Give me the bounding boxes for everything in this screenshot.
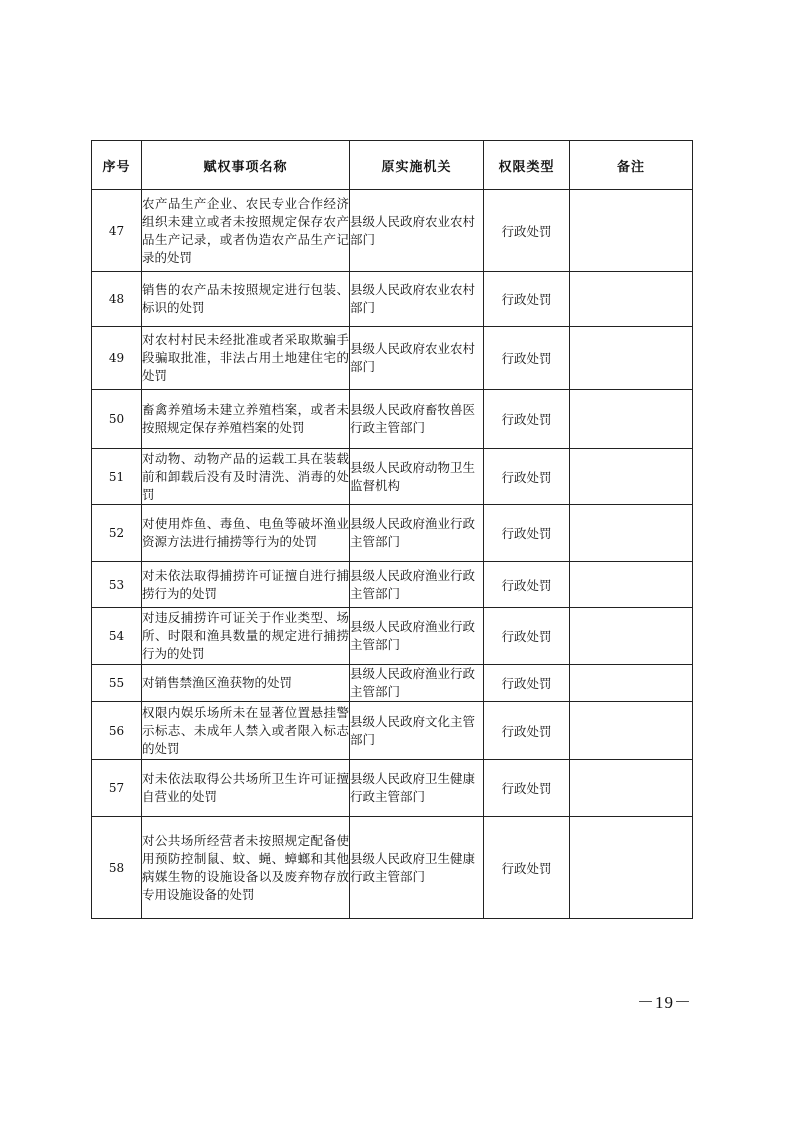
row-agency: 县级人民政府农业农村部门	[350, 272, 484, 327]
row-authority-type: 行政处罚	[484, 390, 570, 449]
row-agency: 县级人民政府畜牧兽医行政主管部门	[350, 390, 484, 449]
row-number: 49	[92, 327, 142, 390]
row-number: 52	[92, 505, 142, 562]
row-remarks	[570, 190, 693, 272]
row-authority-type: 行政处罚	[484, 505, 570, 562]
row-item-name: 对未依法取得捕捞许可证擅自进行捕捞行为的处罚	[142, 562, 350, 608]
row-number: 51	[92, 449, 142, 505]
row-remarks	[570, 272, 693, 327]
row-item-name: 对未依法取得公共场所卫生许可证擅自营业的处罚	[142, 760, 350, 817]
row-number: 54	[92, 608, 142, 665]
table-row	[92, 562, 693, 608]
row-agency: 县级人民政府文化主管部门	[350, 702, 484, 760]
row-authority-type: 行政处罚	[484, 665, 570, 702]
row-remarks	[570, 562, 693, 608]
row-agency: 县级人民政府卫生健康行政主管部门	[350, 760, 484, 817]
row-remarks	[570, 327, 693, 390]
table-row	[92, 665, 693, 702]
header-remarks: 备注	[570, 141, 693, 190]
row-number: 58	[92, 817, 142, 919]
row-agency: 县级人民政府渔业行政主管部门	[350, 608, 484, 665]
header-item-name: 赋权事项名称	[142, 141, 350, 190]
authority-table	[91, 140, 693, 919]
table-row	[92, 190, 693, 272]
row-authority-type: 行政处罚	[484, 272, 570, 327]
table-row	[92, 327, 693, 390]
row-item-name: 对违反捕捞许可证关于作业类型、场所、时限和渔具数量的规定进行捕捞行为的处罚	[142, 608, 350, 665]
row-remarks	[570, 665, 693, 702]
row-remarks	[570, 449, 693, 505]
row-authority-type: 行政处罚	[484, 817, 570, 919]
row-item-name: 销售的农产品未按照规定进行包装、标识的处罚	[142, 272, 350, 327]
row-item-name: 对使用炸鱼、毒鱼、电鱼等破坏渔业资源方法进行捕捞等行为的处罚	[142, 505, 350, 562]
table-header-row	[92, 141, 693, 190]
table-row	[92, 702, 693, 760]
row-agency: 县级人民政府渔业行政主管部门	[350, 665, 484, 702]
table-row	[92, 390, 693, 449]
row-number: 53	[92, 562, 142, 608]
table-row	[92, 449, 693, 505]
row-number: 55	[92, 665, 142, 702]
row-item-name: 对销售禁渔区渔获物的处罚	[142, 665, 350, 702]
row-authority-type: 行政处罚	[484, 562, 570, 608]
row-item-name: 畜禽养殖场未建立养殖档案，或者未按照规定保存养殖档案的处罚	[142, 390, 350, 449]
page-number: －19－	[637, 993, 692, 1012]
header-original-agency: 原实施机关	[350, 141, 484, 190]
row-authority-type: 行政处罚	[484, 190, 570, 272]
row-item-name: 农产品生产企业、农民专业合作经济组织未建立或者未按照规定保存农产品生产记录，或者伪造农产品生产记录的处罚	[142, 190, 350, 272]
row-agency: 县级人民政府渔业行政主管部门	[350, 562, 484, 608]
row-remarks	[570, 390, 693, 449]
row-remarks	[570, 608, 693, 665]
row-number: 47	[92, 190, 142, 272]
row-item-name: 对动物、动物产品的运载工具在装载前和卸载后没有及时清洗、消毒的处罚	[142, 449, 350, 505]
row-agency: 县级人民政府渔业行政主管部门	[350, 505, 484, 562]
header-serial-number: 序号	[92, 141, 142, 190]
row-remarks	[570, 817, 693, 919]
row-number: 50	[92, 390, 142, 449]
row-agency: 县级人民政府动物卫生监督机构	[350, 449, 484, 505]
row-item-name: 对农村村民未经批准或者采取欺骗手段骗取批准，非法占用土地建住宅的处罚	[142, 327, 350, 390]
row-authority-type: 行政处罚	[484, 702, 570, 760]
row-agency: 县级人民政府农业农村部门	[350, 190, 484, 272]
row-remarks	[570, 505, 693, 562]
table-row	[92, 817, 693, 919]
table-row	[92, 608, 693, 665]
header-authority-type: 权限类型	[484, 141, 570, 190]
table-row	[92, 272, 693, 327]
row-item-name: 权限内娱乐场所未在显著位置悬挂警示标志、未成年人禁入或者限入标志的处罚	[142, 702, 350, 760]
row-item-name: 对公共场所经营者未按照规定配备使用预防控制鼠、蚊、蝇、蟑螂和其他病媒生物的设施设备以及废弃物存放专用设施设备的处罚	[142, 817, 350, 919]
row-authority-type: 行政处罚	[484, 608, 570, 665]
row-number: 48	[92, 272, 142, 327]
row-agency: 县级人民政府卫生健康行政主管部门	[350, 817, 484, 919]
row-authority-type: 行政处罚	[484, 760, 570, 817]
row-authority-type: 行政处罚	[484, 327, 570, 390]
table-row	[92, 760, 693, 817]
row-agency: 县级人民政府农业农村部门	[350, 327, 484, 390]
row-number: 57	[92, 760, 142, 817]
row-authority-type: 行政处罚	[484, 449, 570, 505]
row-number: 56	[92, 702, 142, 760]
table-row	[92, 505, 693, 562]
row-remarks	[570, 702, 693, 760]
row-remarks	[570, 760, 693, 817]
